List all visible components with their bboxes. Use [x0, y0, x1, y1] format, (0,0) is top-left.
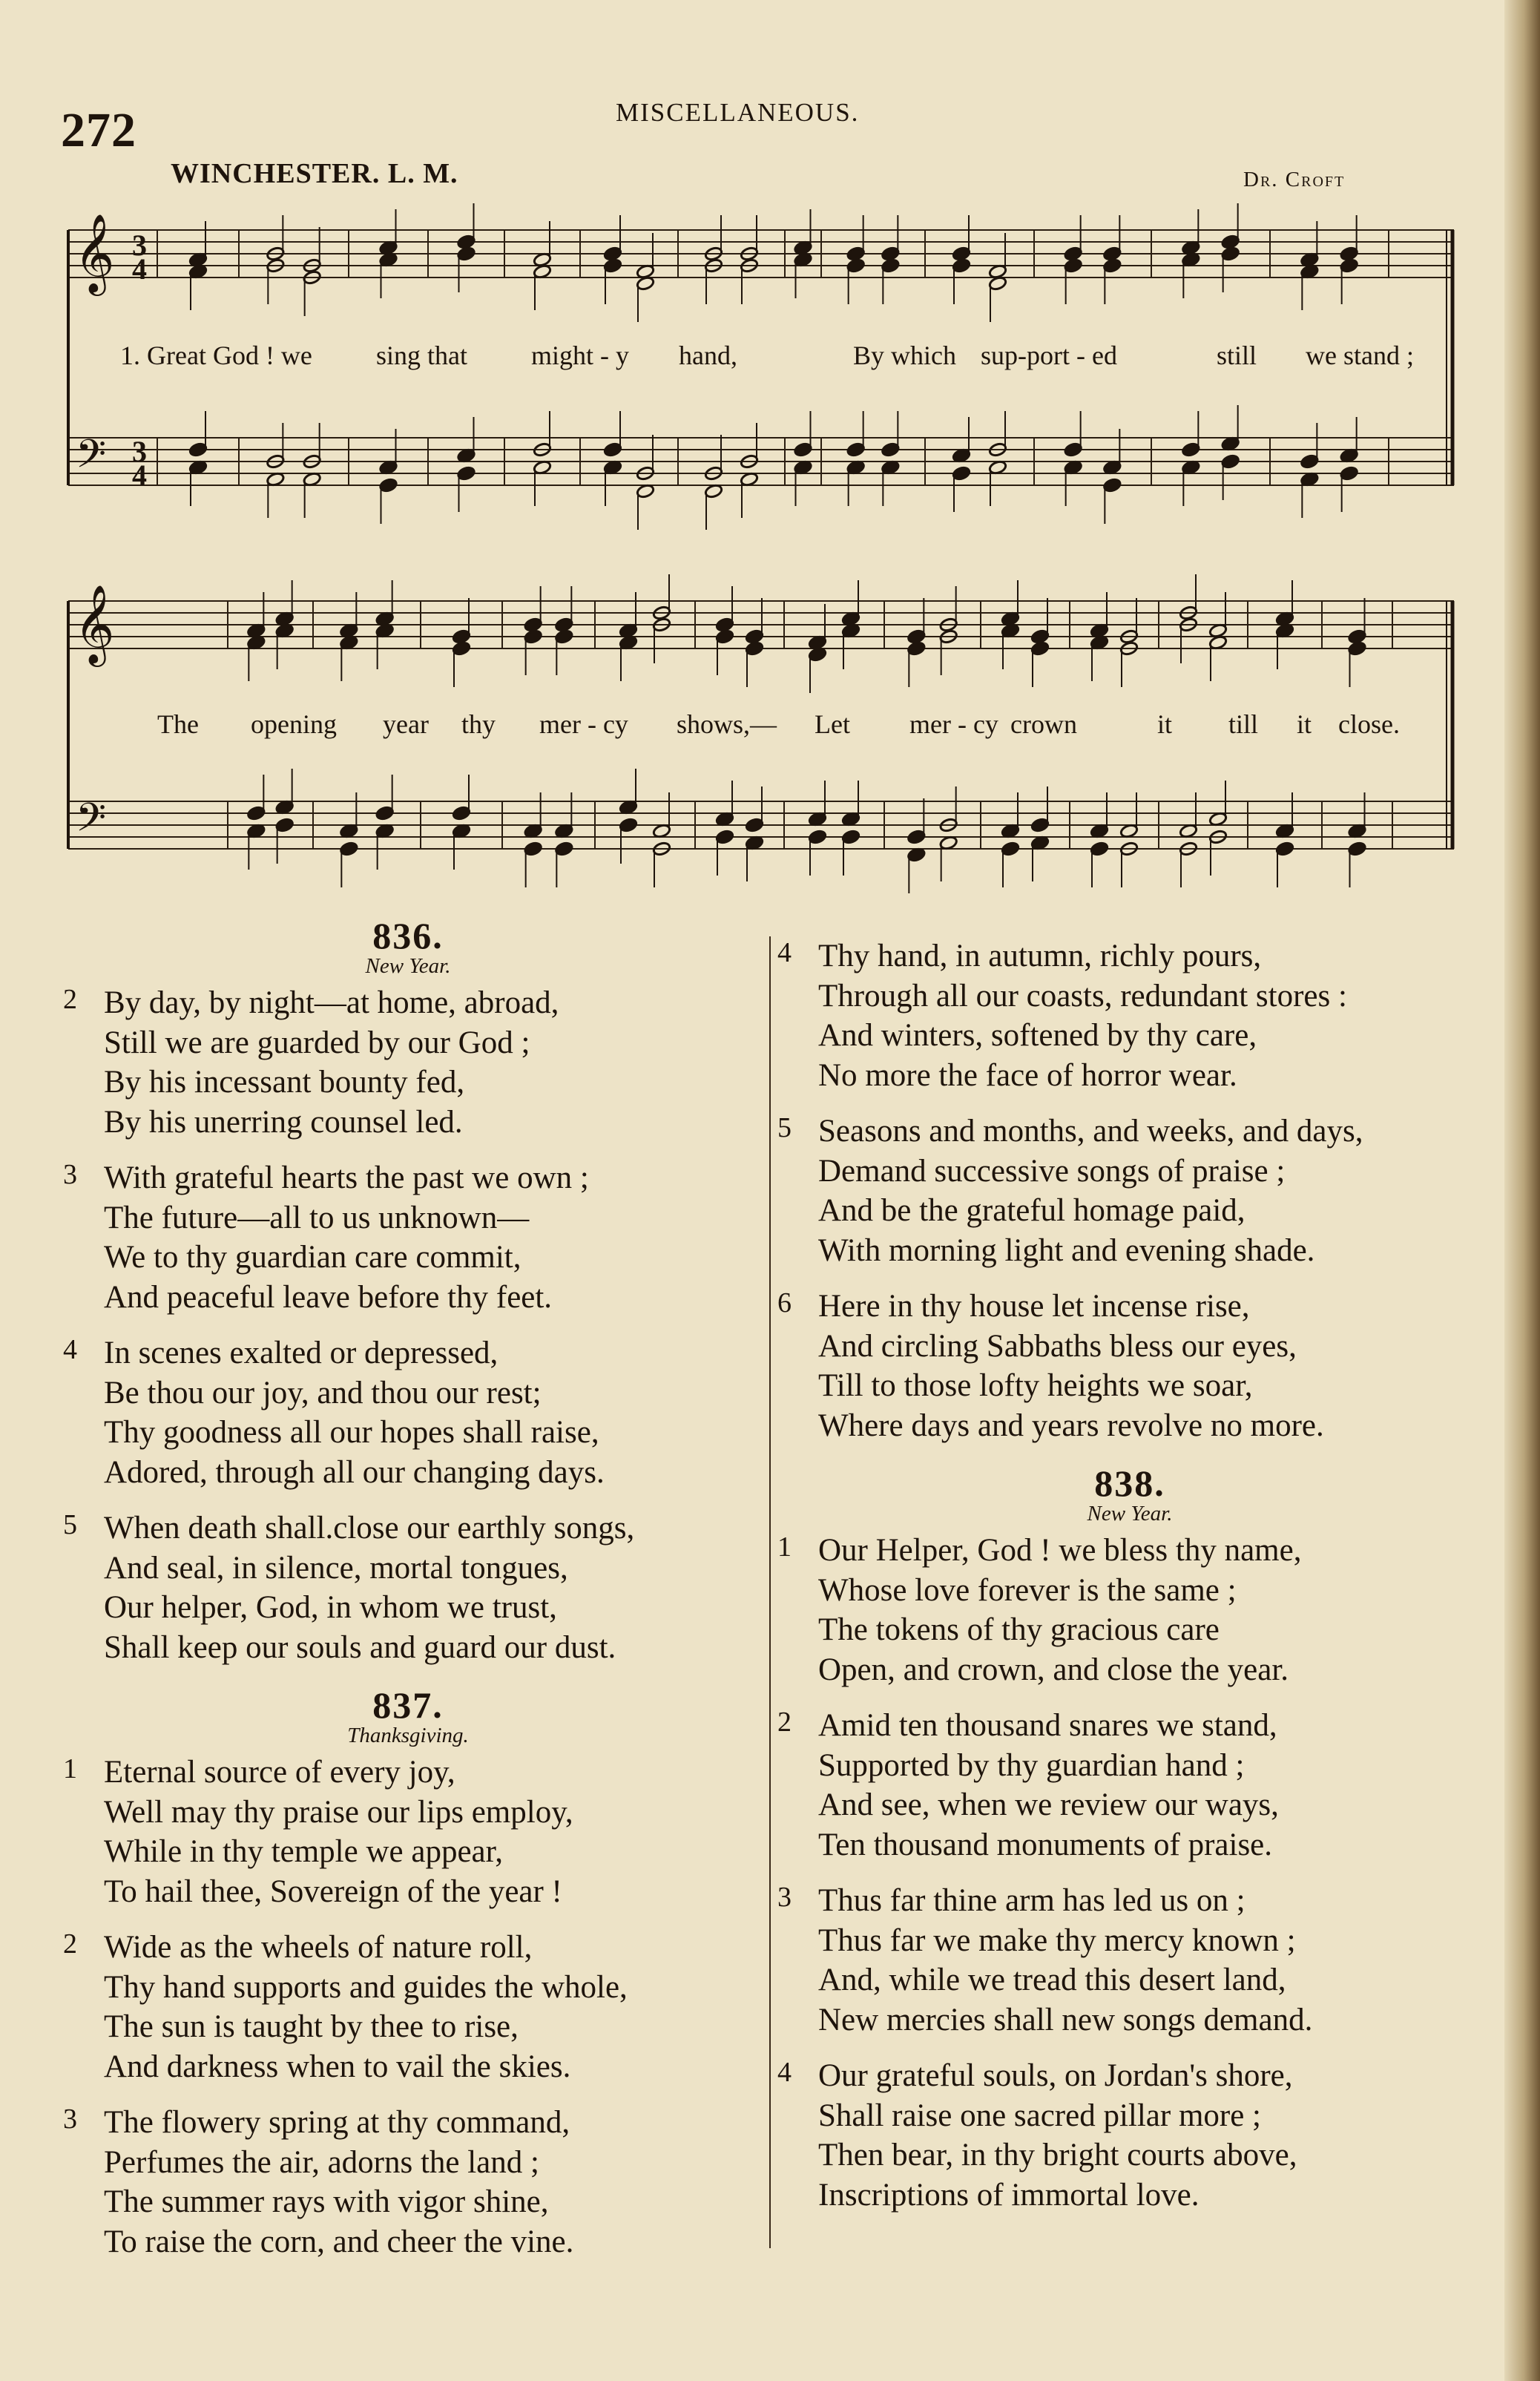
- stanza-line: And see, when we review our ways,: [818, 1787, 1279, 1822]
- bass-note: [808, 830, 826, 845]
- bass-note: [881, 442, 900, 458]
- treble-clef: 𝄞: [74, 584, 115, 663]
- treble-note: [952, 258, 970, 274]
- bass-note: [275, 818, 294, 833]
- stanza-line: Whose love forever is the same ;: [818, 1572, 1237, 1608]
- treble-note: [1103, 258, 1122, 274]
- stanza-line: The sun is taught by thee to rise,: [104, 2009, 519, 2044]
- treble-note: [1030, 641, 1049, 657]
- stanza: [777, 2056, 1482, 2215]
- lyric-word: opening: [251, 709, 337, 739]
- stanza-line: With grateful hearts the past we own ;: [104, 1160, 589, 1195]
- lyric-word: year: [383, 709, 429, 739]
- treble-note: [524, 629, 542, 645]
- lyric-word: mer - cy: [539, 709, 628, 739]
- treble-note: [457, 246, 476, 262]
- bass-note: [846, 442, 865, 458]
- column-divider: [769, 936, 771, 2248]
- treble-clef: 𝄞: [74, 213, 115, 292]
- stanza-line: Supported by thy guardian hand ;: [818, 1747, 1245, 1783]
- right-column: [777, 936, 1482, 2231]
- verse-number: 3: [63, 1159, 77, 1190]
- treble-note: [555, 629, 573, 645]
- verse-number: 3: [63, 2104, 77, 2135]
- verse-number: 2: [63, 1928, 77, 1960]
- stanza: [63, 1333, 753, 1492]
- stanza-line: Wide as the wheels of nature roll,: [104, 1930, 533, 1965]
- hymn-number: 836.: [372, 915, 444, 956]
- stanza-line: By day, by night—at home, abroad,: [104, 985, 559, 1020]
- bass-note: [1340, 466, 1358, 482]
- stanza: [777, 1881, 1482, 2040]
- time-sig-bottom: 4: [132, 459, 147, 492]
- stanza-line: By his incessant bounty fed,: [104, 1065, 465, 1100]
- stanza-line: And darkness when to vail the skies.: [104, 2049, 571, 2084]
- bass-note: [715, 830, 734, 845]
- bass-note: [340, 841, 358, 857]
- bass-note: [1001, 841, 1019, 857]
- bass-note: [1030, 818, 1049, 833]
- stanza-line: Thus far we make thy mercy known ;: [818, 1922, 1296, 1958]
- stanza-line: Shall keep our souls and guard our dust.: [104, 1629, 616, 1665]
- stanza-line: In scenes exalted or depressed,: [104, 1336, 498, 1370]
- stanza-line: No more the face of horror wear.: [818, 1057, 1237, 1093]
- bass-note: [1300, 454, 1319, 470]
- stanza-line: Our grateful souls, on Jordan's shore,: [818, 2058, 1293, 2093]
- stanza-line: Then bear, in thy bright courts above,: [818, 2138, 1297, 2173]
- stanza: [63, 1158, 753, 1317]
- bass-note: [1103, 478, 1122, 493]
- verse-number: 1: [63, 1753, 77, 1784]
- lyric-word: Let: [815, 709, 850, 739]
- bass-note: [457, 466, 476, 482]
- hymn-block: [63, 914, 753, 1667]
- verse-number: 6: [777, 1287, 792, 1318]
- stanza-line: The summer rays with vigor shine,: [104, 2184, 549, 2219]
- book-spine-shadow: [1504, 0, 1540, 2381]
- lyric-word: we stand ;: [1306, 341, 1414, 370]
- bass-note: [452, 806, 470, 821]
- stanza-line: Our helper, God, in whom we trust,: [104, 1590, 557, 1625]
- stanza-line: The future—all to us unknown—: [104, 1200, 530, 1235]
- stanza-line: New mercies shall new songs demand.: [818, 2002, 1313, 2037]
- stanza-line: Inscriptions of immortal love.: [818, 2177, 1200, 2213]
- bass-note: [907, 830, 926, 845]
- stanza-line: Amid ten thousand snares we stand,: [818, 1708, 1277, 1743]
- stanza-line: Be thou our joy, and thou our rest;: [104, 1375, 542, 1410]
- stanza-line: Thy goodness all our hopes shall raise,: [104, 1415, 599, 1450]
- bass-clef: 𝄢: [76, 795, 107, 850]
- stanza-line: With morning light and evening shade.: [818, 1232, 1315, 1268]
- stanza-line: Here in thy house let incense rise,: [818, 1289, 1250, 1324]
- stanza: [63, 1508, 753, 1667]
- lyric-word: it: [1297, 709, 1312, 739]
- lyric-word: till: [1228, 709, 1259, 739]
- lyric-word: sup-port - ed: [981, 341, 1117, 370]
- stanza: [63, 1928, 753, 2086]
- stanza-line: Shall raise one sacred pillar more ;: [818, 2098, 1262, 2133]
- stanza-line: Through all our coasts, redundant stores :: [818, 978, 1347, 1014]
- bass-note: [619, 818, 637, 833]
- hymn-number: 837.: [372, 1684, 444, 1726]
- hymn-occasion: New Year.: [1087, 1502, 1173, 1526]
- stanza-line: Where days and years revolve no more.: [818, 1408, 1324, 1443]
- stanza-line: To hail thee, Sovereign of the year !: [104, 1873, 562, 1909]
- stanza: [63, 2103, 753, 2262]
- stanza-line: When death shall.close our earthly songs,: [104, 1511, 635, 1546]
- verse-number: 5: [63, 1509, 77, 1540]
- bass-clef: 𝄢: [76, 432, 107, 487]
- lyric-word: mer - cy: [909, 709, 998, 739]
- stanza-line: And peaceful leave before thy feet.: [104, 1279, 553, 1315]
- stanza: [63, 983, 753, 1142]
- treble-note: [846, 258, 865, 274]
- time-sig-top: 3: [132, 229, 147, 262]
- stanza-line: By his unerring counsel led.: [104, 1104, 463, 1140]
- stanza-line: Still we are guarded by our God ;: [104, 1025, 530, 1060]
- music-system-1: [61, 215, 1455, 534]
- stanza: [63, 1753, 753, 1911]
- bass-note: [1182, 442, 1200, 458]
- stanza-line: And, while we tread this desert land,: [818, 1963, 1286, 1997]
- stanza-line: The tokens of thy gracious care: [818, 1612, 1220, 1647]
- lyric-word: 1. Great God ! we: [120, 341, 312, 370]
- bass-note: [745, 818, 763, 833]
- stanza: [777, 1111, 1482, 1270]
- lyric-word: close.: [1338, 709, 1400, 739]
- treble-note: [452, 641, 470, 657]
- treble-note: [1221, 246, 1240, 262]
- stanza: [777, 936, 1482, 1095]
- treble-note: [1064, 258, 1082, 274]
- stanza-line: And seal, in silence, mortal tongues,: [104, 1550, 568, 1586]
- stanza-line: Seasons and months, and weeks, and days,: [818, 1114, 1363, 1149]
- bass-note: [188, 442, 207, 458]
- bass-note: [375, 806, 394, 821]
- hymn-block: [63, 1684, 753, 2262]
- lyric-word: shows,—: [677, 709, 777, 739]
- stanza: [777, 1287, 1482, 1445]
- lyric-word: sing that: [376, 341, 467, 370]
- music-system-2: [61, 586, 1455, 913]
- stanza-line: Eternal source of every joy,: [104, 1755, 455, 1790]
- treble-note: [745, 641, 763, 657]
- hymn-number: 838.: [1094, 1462, 1165, 1504]
- verse-number: 5: [777, 1112, 792, 1143]
- stanza-line: Thy hand, in autumn, richly pours,: [818, 939, 1262, 973]
- stanza-line: And be the grateful homage paid,: [818, 1193, 1246, 1228]
- stanza: [777, 1531, 1482, 1689]
- lyric-word: crown: [1010, 709, 1077, 739]
- stanza-line: To raise the corn, and cheer the vine.: [104, 2224, 574, 2259]
- stanza-line: Till to those lofty heights we soar,: [818, 1368, 1253, 1403]
- stanza-line: Open, and crown, and close the year.: [818, 1652, 1289, 1687]
- stanza-line: We to thy guardian care commit,: [104, 1240, 521, 1275]
- bass-note: [1275, 841, 1294, 857]
- treble-note: [603, 258, 622, 274]
- treble-note: [1340, 258, 1358, 274]
- bass-note: [524, 841, 542, 857]
- stanza-line: Thy hand supports and guides the whole,: [104, 1969, 628, 2005]
- stanza-line: Our Helper, God ! we bless thy name,: [818, 1533, 1302, 1568]
- verse-number: 4: [777, 2057, 792, 2088]
- verse-number: 3: [777, 1882, 792, 1913]
- lyric-word: By which: [853, 341, 956, 370]
- bass-note: [1090, 841, 1108, 857]
- bass-note: [603, 442, 622, 458]
- stanza-line: Demand successive songs of praise ;: [818, 1153, 1286, 1189]
- stanza-line: And circling Sabbaths bless our eyes,: [818, 1328, 1297, 1364]
- left-column: [63, 914, 753, 2278]
- bass-note: [1348, 841, 1366, 857]
- treble-note: [715, 629, 734, 645]
- hymn-occasion: New Year.: [365, 954, 451, 978]
- time-sig-bottom: 4: [132, 252, 147, 286]
- lyric-word: thy: [461, 709, 496, 739]
- hymn-block: [777, 936, 1482, 1445]
- hymn-occasion: Thanksgiving.: [347, 1724, 469, 1747]
- stanza-line: Well may thy praise our lips employ,: [104, 1794, 573, 1830]
- treble-note: [907, 641, 926, 657]
- lyric-word: The: [157, 709, 199, 739]
- lyric-word: still: [1217, 341, 1257, 370]
- stanza-line: Perfumes the air, adorns the land ;: [104, 2144, 539, 2180]
- stanza-line: Thus far thine arm has led us on ;: [818, 1883, 1246, 1918]
- verse-number: 2: [777, 1707, 792, 1738]
- bass-note: [841, 830, 860, 845]
- bass-note: [1064, 442, 1082, 458]
- stanza-line: And winters, softened by thy care,: [818, 1018, 1257, 1053]
- stanza-line: Ten thousand monuments of praise.: [818, 1827, 1273, 1862]
- stanza-line: While in thy temple we appear,: [104, 1834, 503, 1869]
- stanza-line: Adored, through all our changing days.: [104, 1454, 605, 1490]
- hymn-block: [777, 1462, 1482, 2215]
- bass-note: [794, 442, 812, 458]
- bass-note: [247, 806, 266, 821]
- bass-note: [952, 466, 970, 482]
- composer: Dr. Croft: [1243, 168, 1346, 191]
- verse-number: 4: [777, 937, 792, 968]
- stanza: [777, 1706, 1482, 1865]
- treble-note: [881, 258, 900, 274]
- running-head: MISCELLANEOUS.: [616, 98, 860, 127]
- bass-note: [379, 478, 398, 493]
- verse-number: 2: [63, 984, 77, 1015]
- bass-note: [1221, 454, 1240, 470]
- stanza-line: The flowery spring at thy command,: [104, 2105, 570, 2140]
- verse-number: 4: [63, 1334, 77, 1365]
- page-number: 272: [61, 103, 136, 157]
- treble-note: [1348, 641, 1366, 657]
- bass-note: [555, 841, 573, 857]
- lyric-word: hand,: [679, 341, 737, 370]
- lyric-word: it: [1157, 709, 1173, 739]
- time-sig-top: 3: [132, 435, 147, 468]
- lyric-word: might - y: [531, 341, 629, 370]
- verse-number: 1: [777, 1531, 792, 1563]
- tune-name: WINCHESTER. L. M.: [171, 158, 458, 189]
